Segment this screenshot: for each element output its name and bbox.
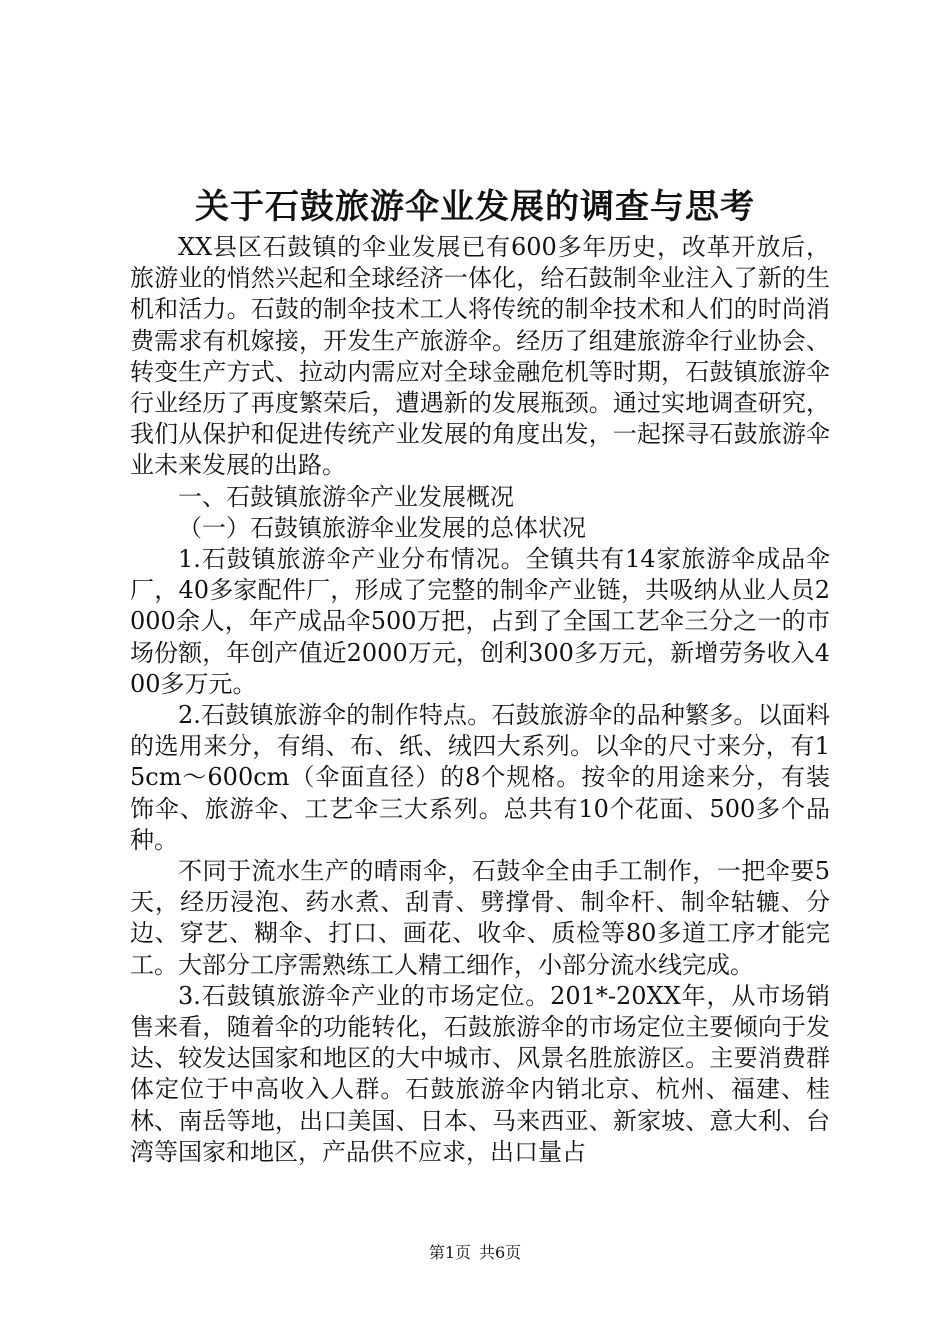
document-body: [130, 232, 830, 1168]
paragraph-market: 3.石鼓镇旅游伞产业的市场定位。201*-20XX年，从市场销售来看，随着伞的功能转化，石鼓旅游伞的市场定位主要倾向于发达、较发达国家和地区的大中城市、风景名胜旅游区。主要消费群体定位于中高收入人群。石鼓旅游伞内销北京、杭州、福建、桂林、南岳等地，出口美国、日本、马来西亚、新家坡、意大利、台湾等国家和地区，产品供不应求，出口量占: [130, 981, 830, 1166]
document-title: 关于石鼓旅游伞业发展的调查与思考: [195, 187, 755, 227]
paragraph-distribution: 1.石鼓镇旅游伞产业分布情况。全镇共有14家旅游伞成品伞厂，40多家配件厂，形成了完整的制伞产业链，共吸纳从业人员2000余人，年产成品伞500万把，占到了全国工艺伞三分之一的市场份额，年创产值近2000万元，创利300多万元，新增劳务收入400多万元。: [130, 545, 830, 698]
paragraph-intro: XX县区石鼓镇的伞业发展已有600多年历史，改革开放后，旅游业的悄然兴起和全球经济一体化，给石鼓制伞业注入了新的生机和活力。石鼓的制伞技术工人将传统的制伞技术和人们的时尚消费需求有机嫁接，开发生产旅游伞。经历了组建旅游伞行业协会、转变生产方式、拉动内需应对全球金融危机等时期，石鼓镇旅游伞行业经历了再度繁荣后，遭遇新的发展瓶颈。通过实地调查研究，我们从保护和促进传统产业发展的角度出发，一起探寻石鼓旅游伞业未来发展的出路。: [130, 233, 830, 480]
section-heading-1: 一、石鼓镇旅游伞产业发展概况: [178, 482, 514, 511]
subsection-heading-1: （一）石鼓镇旅游伞业发展的总体状况: [178, 513, 586, 542]
page-total: 共6页: [479, 1243, 522, 1262]
page-number: 第1页: [428, 1243, 471, 1262]
paragraph-features: 2.石鼓镇旅游伞的制作特点。石鼓旅游伞的品种繁多。以面料的选用来分，有绢、布、纸、绒四大系列。以伞的尺寸来分，有15cm～600cm（伞面直径）的8个规格。按伞的用途来分，有装饰伞、旅游伞、工艺伞三大系列。总共有10个花面、500多个品种。: [130, 701, 830, 854]
paragraph-handmade: 不同于流水生产的晴雨伞，石鼓伞全由手工制作，一把伞要5天，经历浸泡、药水煮、刮青、劈撑骨、制伞杆、制伞轱辘、分边、穿艺、糊伞、打口、画花、收伞、质检等80多道工序才能完工。大部分工序需熟练工人精工细作，小部分流水线完成。: [130, 857, 830, 979]
page-footer: [0, 1242, 950, 1264]
